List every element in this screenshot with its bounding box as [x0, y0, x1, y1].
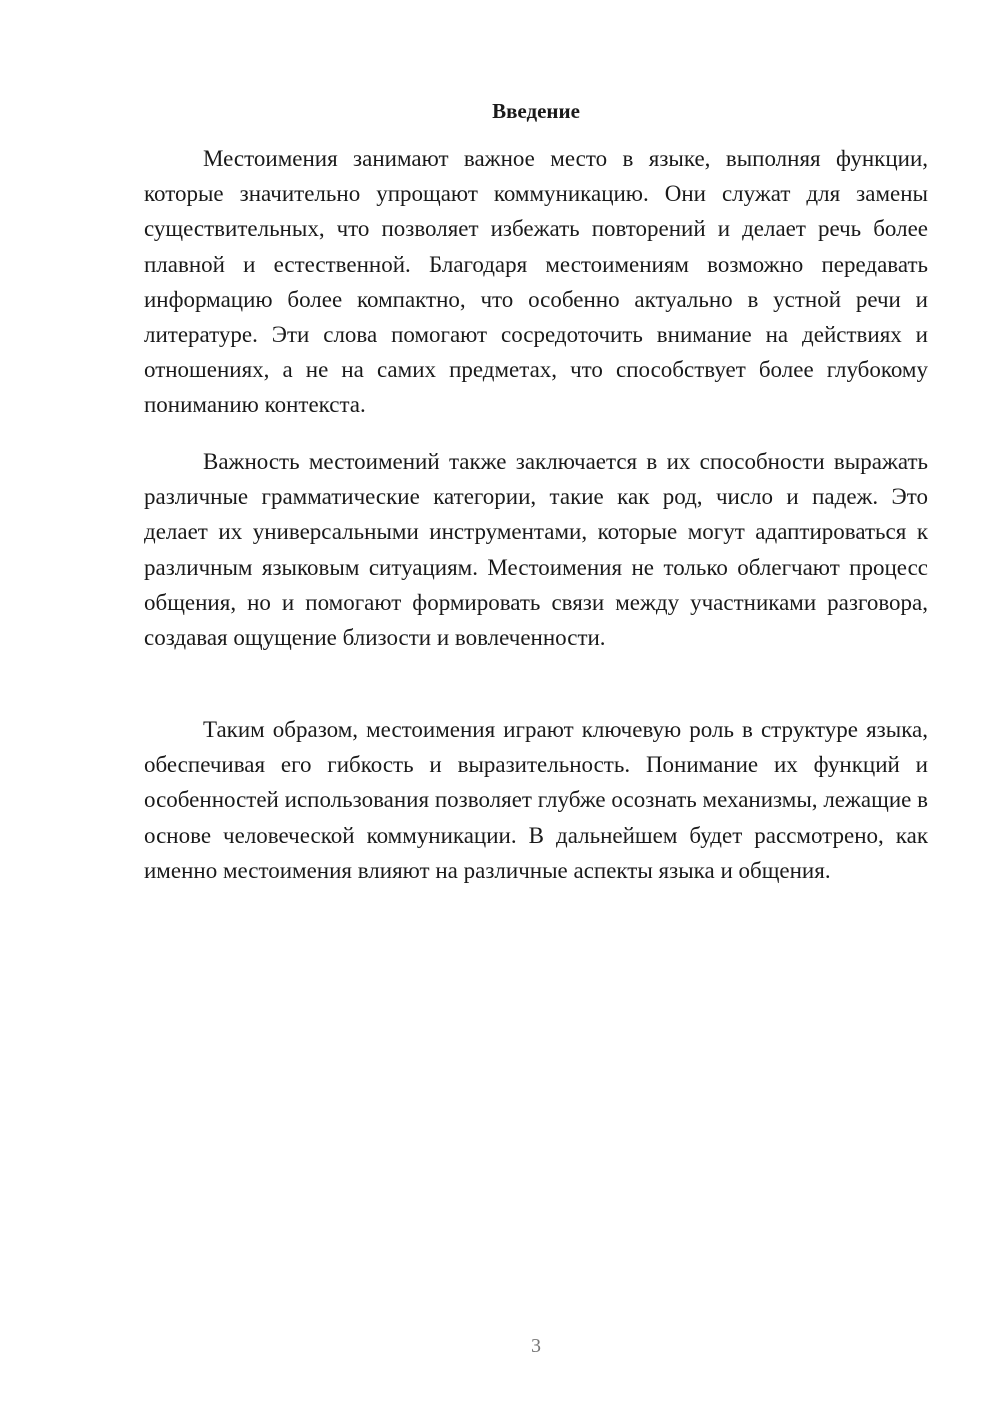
paragraph-intro: Местоимения занимают важное место в языке, выполняя функции, которые значительно упрощают коммуникацию. Они служат для замены существительных, что позволяет избежать повторений и делает речь более плавной и естественной. Благодаря местоимениям возможно передавать информацию более компактно, что особенно актуально в устной речи и литературе. Эти слова помогают сосредоточить внимание на действиях и отношениях, а не на самих предметах, что способствует более глубокому пониманию контекста.	[144, 146, 928, 418]
paragraph-conclusion: Таким образом, местоимения играют ключевую роль в структуре языка, обеспечивая его гибкость и выразительность. Понимание их функций и особенностей использования позволяет глубже осознать механизмы, лежащие в основе человеческой коммуникации. В дальнейшем будет рассмотрено, как именно местоимения влияют на различные аспекты языка и общения.	[144, 717, 928, 883]
page-title: Введение	[492, 99, 580, 123]
paragraph-importance: Важность местоимений также заключается в их способности выражать различные грамматические категории, такие как род, число и падеж. Это делает их универсальными инструментами, которые могут адаптироваться к различным языковым ситуациям. Местоимения не только облегчают процесс общения, но и помогают формировать связи между участниками разговора, создавая ощущение близости и вовлеченности.	[144, 449, 928, 651]
page-number: 3	[531, 1335, 541, 1357]
